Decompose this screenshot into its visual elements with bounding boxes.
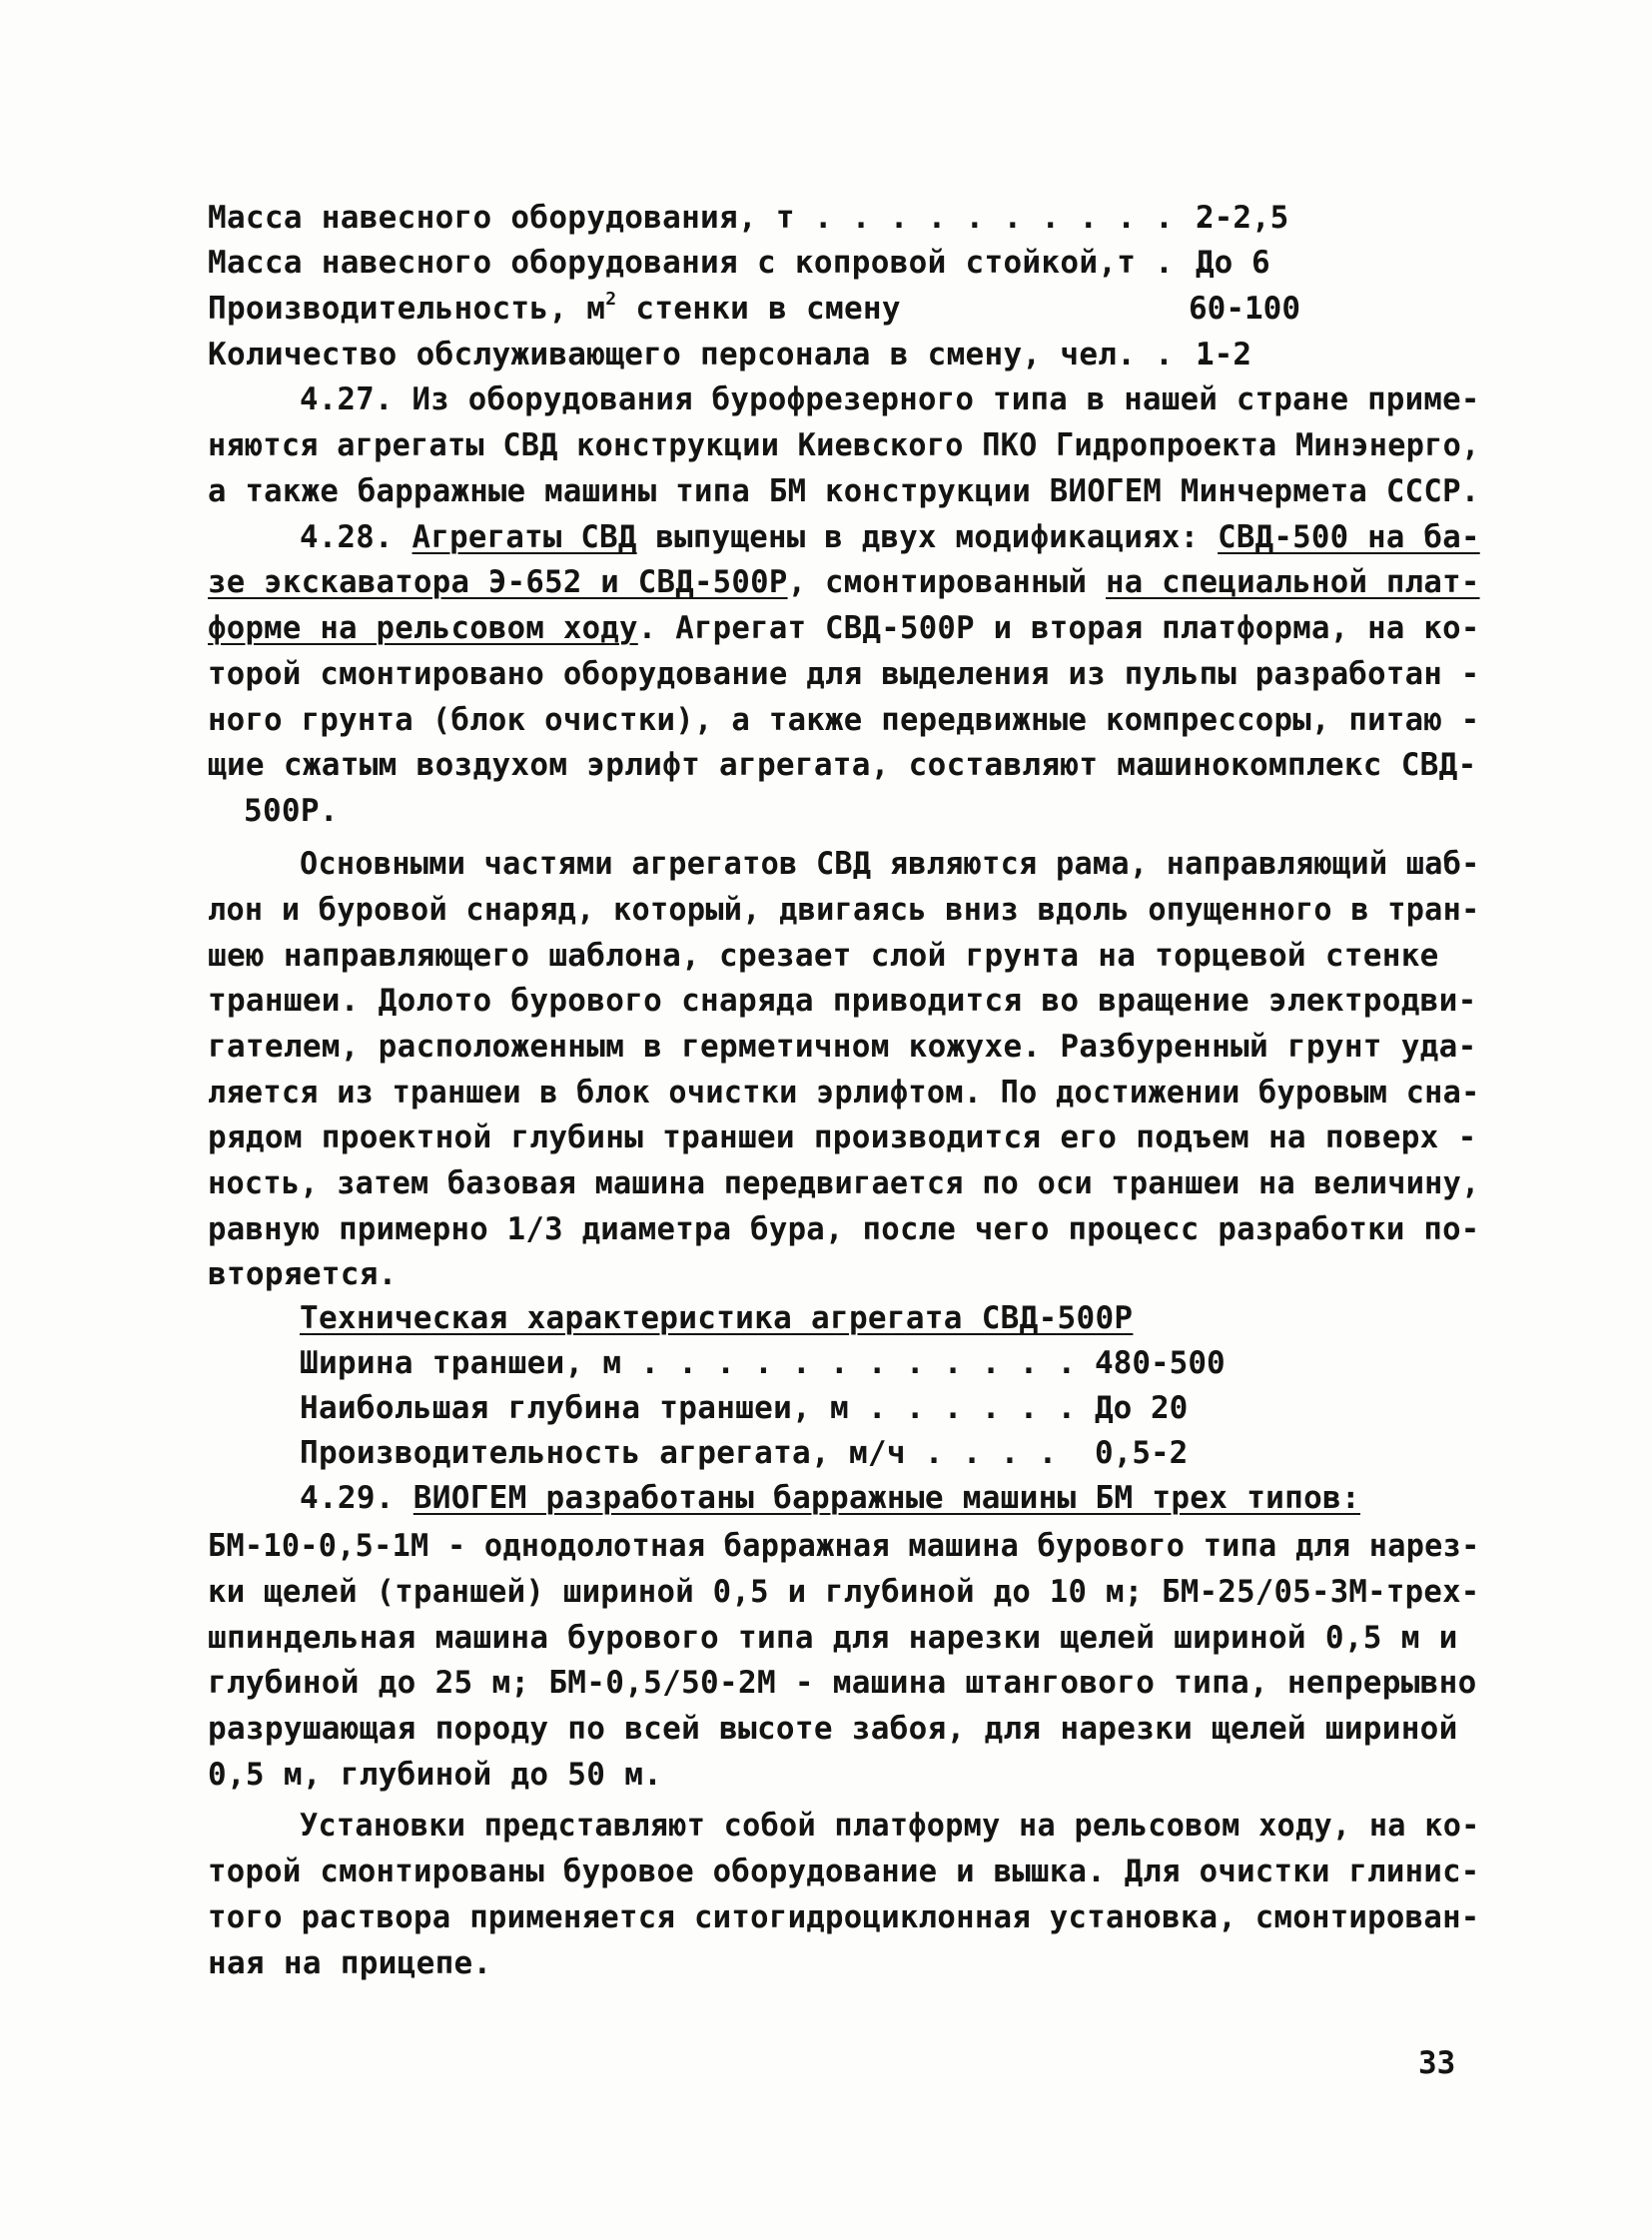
spec-label: Количество обслуживающего персонала в смену, чел. . . (208, 337, 1213, 373)
spec-value: 0,5-2 (1095, 1435, 1189, 1471)
section-heading: Техническая характеристика агрегата СВД-500Р (300, 1300, 1134, 1336)
paragraph-line: Основными частями агрегатов СВД являются рама, направляющий шаб- (300, 846, 1480, 882)
paragraph-line: ная на прицепе. (208, 1945, 492, 1981)
paragraph-line: 4.28. Агрегаты СВД выпущены в двух модификациях: СВД-500 на ба- (300, 519, 1480, 555)
page-number: 33 (1418, 2045, 1456, 2081)
paragraph-line: Установки представляют собой платформу на рельсовом ходу, на ко- (300, 1808, 1480, 1844)
spec-value: 480-500 (1095, 1345, 1226, 1381)
spec-label: Производительность агрегата, м/ч . . . . (300, 1435, 1058, 1471)
paragraph-line: зе экскаватора Э-652 и СВД-500Р, смонтированный на специальной плат- (208, 564, 1480, 600)
paragraph-line: рядом проектной глубины траншеи производится его подъем на поверх - (208, 1120, 1477, 1155)
spec-label: Масса навесного оборудования, т . . . . . . . . . . . (208, 200, 1213, 236)
spec-value: До 6 (1196, 245, 1270, 281)
paragraph-line: глубиной до 25 м; БМ-0,5/50-2М - машина штангового типа, непрерывно (208, 1665, 1477, 1701)
paragraph-line: ного грунта (блок очистки), а также передвижные компрессоры, питаю - (208, 702, 1480, 738)
spec-value: 2-2,5 (1196, 200, 1289, 236)
paragraph-line: разрушающая породу по всей высоте забоя, для нарезки щелей шириной (208, 1711, 1458, 1747)
spec-value: До 20 (1095, 1390, 1189, 1426)
spec-value: 1-2 (1196, 337, 1251, 373)
spec-value: 60-100 (1189, 291, 1300, 327)
paragraph-line: вторяется. (208, 1256, 398, 1292)
paragraph-line: торой смонтированы буровое оборудование и вышка. Для очистки глинис- (208, 1854, 1480, 1889)
paragraph-line: форме на рельсовом ходу. Агрегат СВД-500Р и вторая платформа, на ко- (208, 610, 1480, 646)
spec-label: Производительность, $м^2$ стенки в смену (208, 289, 901, 327)
paragraph-line: шпиндельная машина бурового типа для нарезки щелей шириной 0,5 м и (208, 1620, 1458, 1656)
paragraph-line: БМ-10-0,5-1М - однодолотная барражная машина бурового типа для нарез- (208, 1528, 1480, 1564)
paragraph-line: гателем, расположенным в герметичном кожухе. Разбуренный грунт уда- (208, 1029, 1477, 1065)
paragraph-line: а также барражные машины типа БМ конструкции ВИОГЕМ Минчермета СССР. (208, 473, 1480, 509)
paragraph-line: траншеи. Долото бурового снаряда приводится во вращение электродви- (208, 983, 1477, 1019)
spec-label: Наибольшая глубина траншеи, м . . . . . . (300, 1390, 1077, 1426)
paragraph-line: ки щелей (траншей) шириной 0,5 и глубиной до 10 м; БМ-25/05-3М-трех- (208, 1574, 1480, 1610)
paragraph-line: 4.27. Из оборудования бурофрезерного типа в нашей стране приме- (300, 381, 1480, 417)
paragraph-line: шею направляющего шаблона, срезает слой грунта на торцевой стенке (208, 938, 1439, 974)
paragraph-line: 500Р. (244, 793, 339, 829)
paragraph-line: няются агрегаты СВД конструкции Киевского ПКО Гидропроекта Минэнерго, (208, 427, 1480, 463)
paragraph-line: ляется из траншеи в блок очистки эрлифтом. По достижении буровым сна- (208, 1075, 1480, 1111)
paragraph-line: торой смонтировано оборудование для выделения из пульпы разработан - (208, 656, 1480, 692)
paragraph-line: 0,5 м, глубиной до 50 м. (208, 1757, 663, 1793)
paragraph-line: равную примерно 1/3 диаметра бура, после чего процесс разработки по- (208, 1211, 1480, 1247)
paragraph-line: того раствора применяется ситогидроциклонная установка, смонтирован- (208, 1899, 1480, 1935)
paragraph-line: щие сжатым воздухом эрлифт агрегата, составляют машинокомплекс СВД- (208, 747, 1477, 783)
spec-label: Масса навесного оборудования с копровой стойкой,т . . (208, 245, 1213, 281)
paragraph-line: ность, затем базовая машина передвигается по оси траншеи на величину, (208, 1165, 1480, 1201)
spec-label: Ширина траншеи, м . . . . . . . . . . . . (300, 1345, 1077, 1381)
paragraph-line: 4.29. ВИОГЕМ разработаны барражные машины БМ трех типов: (300, 1480, 1360, 1516)
paragraph-line: лон и буровой снаряд, который, двигаясь вниз вдоль опущенного в тран- (208, 892, 1480, 928)
